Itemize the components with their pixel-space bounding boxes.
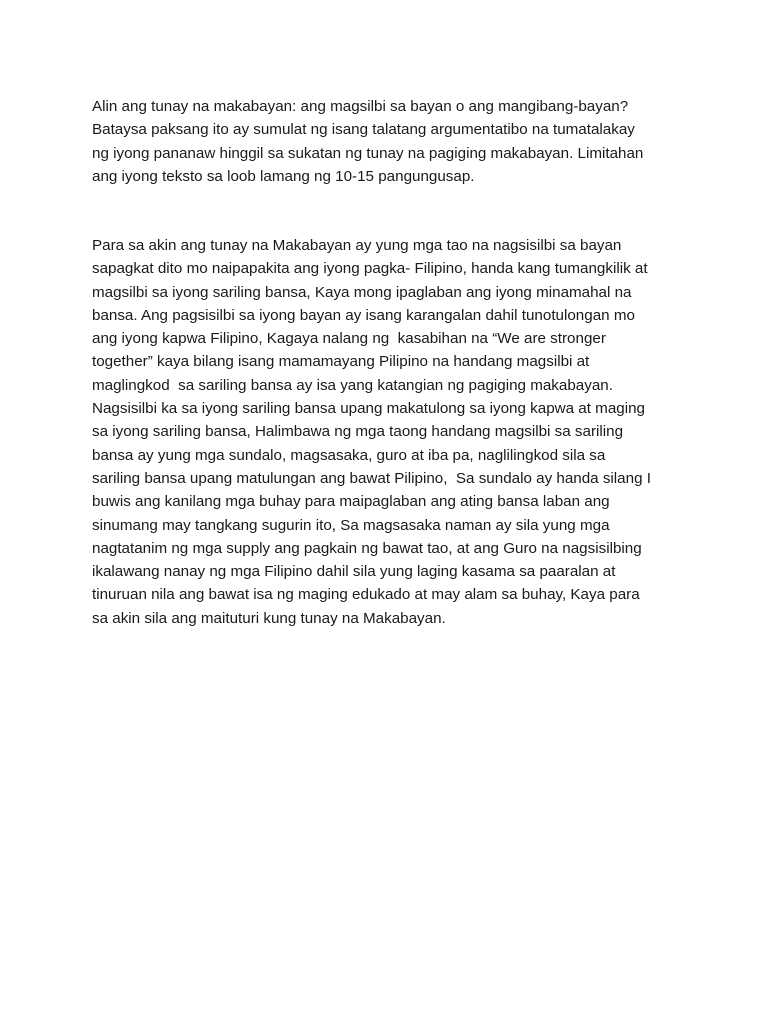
answer-line: tinuruan nila ang bawat isa ng maging edukado at may alam sa buhay, Kaya para [92,586,640,604]
answer-line: sa akin sila ang maituturi kung tunay na Makabayan. [92,609,446,627]
answer-line: bansa ay yung mga sundalo, magsasaka, guro at iba pa, naglilingkod sila sa [92,446,606,464]
answer-line: sapagkat dito mo naipapakita ang iyong pagka- Filipino, handa kang tumangkilik at [92,260,648,278]
answer-line: ang iyong kapwa Filipino, Kagaya nalang ng kasabihan na “We are stronger [92,330,606,348]
answer-paragraph [92,234,692,630]
answer-line: magsilbi sa iyong sariling bansa, Kaya mong ipaglaban ang iyong minamahal na [92,283,632,301]
answer-line: Nagsisilbi ka sa iyong sariling bansa upang makatulong sa iyong kapwa at maging [92,400,645,418]
prompt-line: Bataysa paksang ito ay sumulat ng isang talatang argumentatibo na tumatalakay [92,121,635,139]
answer-line: nagtatanim ng mga supply ang pagkain ng bawat tao, at ang Guro na nagsisilbing [92,539,642,557]
answer-line: Para sa akin ang tunay na Makabayan ay yung mga tao na nagsisilbi sa bayan [92,237,622,254]
prompt-paragraph [92,95,692,188]
prompt-line: ang iyong teksto sa loob lamang ng 10-15 pangungusap. [92,167,475,185]
answer-line: sariling bansa upang matulungan ang bawat Pilipino, Sa sundalo ay handa silang I [92,469,651,487]
prompt-line: Alin ang tunay na makabayan: ang magsilbi sa bayan o ang mangibang-bayan? [92,98,629,115]
prompt-line: ng iyong pananaw hinggil sa sukatan ng tunay na pagiging makabayan. Limitahan [92,144,644,162]
answer-line: sinumang may tangkang sugurin ito, Sa magsasaka naman ay sila yung mga [92,516,610,534]
answer-line: sa iyong sariling bansa, Halimbawa ng mga taong handang magsilbi sa sariling [92,423,624,441]
answer-line: ikalawang nanay ng mga Filipino dahil sila yung laging kasama sa paaralan at [92,563,616,581]
answer-line: buwis ang kanilang mga buhay para maipaglaban ang ating bansa laban ang [92,493,610,511]
answer-line: bansa. Ang pagsisilbi sa iyong bayan ay isang karangalan dahil tunotulongan mo [92,306,635,324]
answer-line: maglingkod sa sariling bansa ay isa yang katangian ng pagiging makabayan. [92,376,613,394]
answer-line: together” kaya bilang isang mamamayang Pilipino na handang magsilbi at [92,353,590,371]
